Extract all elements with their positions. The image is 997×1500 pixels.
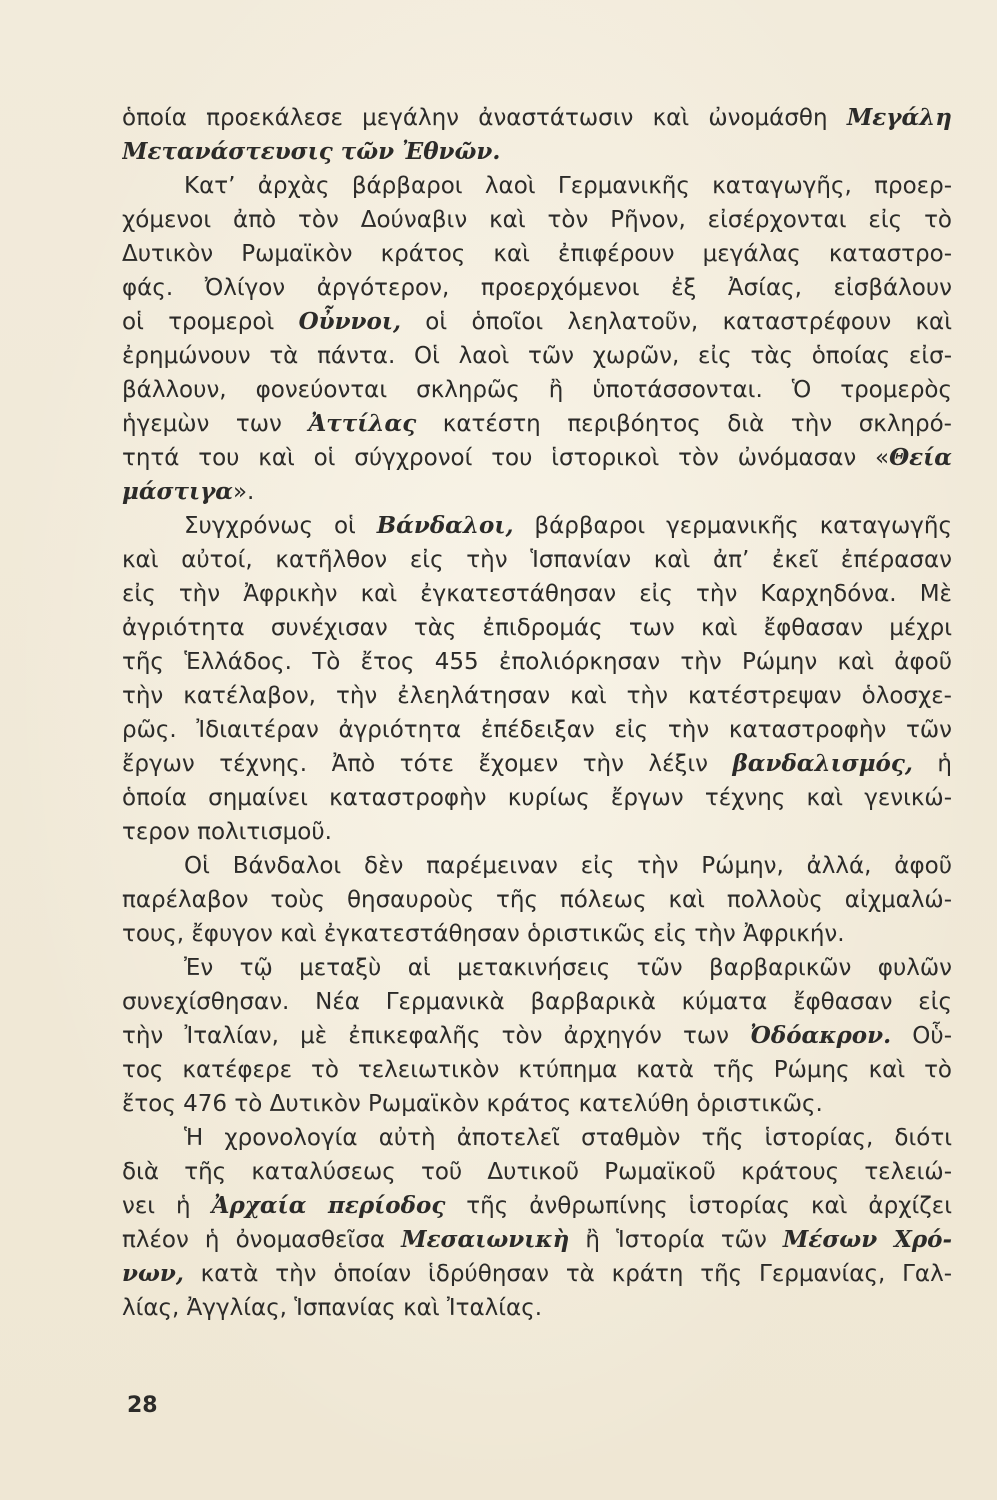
text-line	[122, 101, 952, 135]
text-line	[122, 169, 952, 203]
text-line	[122, 1257, 952, 1291]
text-line	[122, 815, 952, 849]
body-text	[122, 101, 952, 1325]
emphasized-text: Ὀδόακρον.	[750, 1022, 892, 1049]
paragraph	[122, 101, 952, 169]
text-span: κατὰ τὴν ὁποίαν ἱδρύθησαν τὰ κράτη τῆς Γερμανίας, Γαλ-	[183, 1261, 952, 1287]
text-span: καὶ αὐτοί, κατῆλθον εἰς τὴν Ἱσπανίαν καὶ ἀπ’ ἐκεῖ ἐπέρασαν	[122, 547, 952, 573]
paragraph	[122, 951, 952, 1121]
text-line	[122, 509, 952, 543]
text-line	[122, 951, 952, 985]
text-line	[122, 1189, 952, 1223]
text-line	[122, 305, 952, 339]
text-line	[122, 1053, 952, 1087]
text-span: ἢ Ἱστορία τῶν	[569, 1227, 783, 1253]
text-span: νει ἡ	[122, 1193, 212, 1219]
text-span: Ἡ χρονολογία αὐτὴ ἀποτελεῖ σταθμὸν τῆς ἱστορίας, διότι	[184, 1125, 952, 1151]
text-span: ἔτος 476 τὸ Δυτικὸν Ρωμαϊκὸν κράτος κατελύθη ὁριστικῶς.	[122, 1091, 823, 1117]
text-line	[122, 577, 952, 611]
text-line	[122, 407, 952, 441]
text-span: Συγχρόνως οἱ	[184, 513, 377, 539]
text-span: ἔργων τέχνης. Ἀπὸ τότε ἔχομεν τὴν λέξιν	[122, 751, 733, 777]
text-line	[122, 679, 952, 713]
text-span: Ἐν τῷ μεταξὺ αἱ μετακινήσεις τῶν βαρβαρικῶν φυλῶν	[184, 955, 952, 981]
text-line	[122, 611, 952, 645]
text-span: βάρβαροι γερμανικῆς καταγωγῆς	[513, 513, 952, 539]
text-span: ».	[232, 479, 255, 505]
text-line	[122, 1223, 952, 1257]
text-span: τερον πολιτισμοῦ.	[122, 819, 332, 845]
text-line	[122, 373, 952, 407]
emphasized-text: Οὖννοι,	[298, 308, 401, 335]
emphasized-text: Μεσαιωνικὴ	[401, 1226, 570, 1253]
emphasized-text: νων,	[122, 1260, 184, 1287]
text-span: Οἱ Βάνδαλοι δὲν παρέμειναν εἰς τὴν Ρώμην, ἀλλά, ἀφοῦ	[184, 853, 952, 879]
text-span: τῆς Ἑλλάδος. Τὸ ἔτος 455 ἐπολιόρκησαν τὴν Ρώμην καὶ ἀφοῦ	[122, 649, 952, 675]
text-line	[122, 543, 952, 577]
text-span: ἡ	[912, 751, 952, 777]
text-line	[122, 849, 952, 883]
text-span: ἐρημώνουν τὰ πάντα. Οἱ λαοὶ τῶν χωρῶν, εἰς τὰς ὁποίας εἰσ-	[122, 343, 952, 369]
text-span: ὁποία σημαίνει καταστροφὴν κυρίως ἔργων τέχνης καὶ γενικώ-	[122, 785, 952, 811]
text-span: τὴν κατέλαβον, τὴν ἐλεηλάτησαν καὶ τὴν κατέστρεψαν ὁλοσχε-	[122, 683, 952, 709]
text-span: ἡγεμὼν των	[122, 411, 309, 437]
text-span: ρῶς. Ἰδιαιτέραν ἀγριότητα ἐπέδειξαν εἰς τὴν καταστροφὴν τῶν	[122, 717, 952, 743]
text-span: τος κατέφερε τὸ τελειωτικὸν κτύπημα κατὰ τῆς Ρώμης καὶ τὸ	[122, 1057, 952, 1083]
text-span: διὰ τῆς καταλύσεως τοῦ Δυτικοῦ Ρωμαϊκοῦ κράτους τελειώ-	[122, 1159, 952, 1185]
text-span: τὴν Ἰταλίαν, μὲ ἐπικεφαλῆς τὸν ἀρχηγόν των	[122, 1023, 751, 1049]
paragraph	[122, 1121, 952, 1325]
emphasized-text: Θεία	[889, 444, 952, 471]
text-line	[122, 645, 952, 679]
emphasized-text: μάστιγα	[122, 478, 233, 505]
text-span: τῆς ἀνθρωπίνης ἱστορίας καὶ ἀρχίζει	[445, 1193, 952, 1219]
text-line	[122, 1019, 952, 1053]
emphasized-text: Βάνδαλοι,	[376, 512, 514, 539]
emphasized-text: Μέσων Χρό-	[782, 1226, 952, 1253]
text-line	[122, 271, 952, 305]
text-span: λίας, Ἀγγλίας, Ἱσπανίας καὶ Ἰταλίας.	[122, 1295, 543, 1321]
text-span: Κατ’ ἀρχὰς βάρβαροι λαοὶ Γερμανικῆς καταγωγῆς, προερ-	[184, 173, 952, 199]
text-line	[122, 475, 952, 509]
emphasized-text: Ἀρχαία περίοδος	[211, 1192, 446, 1219]
emphasized-text: Ἀττίλας	[308, 410, 417, 437]
page-number: 28	[127, 1393, 158, 1418]
text-span: ὁποία προεκάλεσε μεγάλην ἀναστάτωσιν καὶ ὠνομάσθη	[122, 105, 847, 131]
text-span: τητά του καὶ οἱ σύγχρονοί του ἱστορικοὶ τὸν ὠνόμασαν «	[122, 445, 890, 471]
text-line	[122, 985, 952, 1019]
text-span: Δυτικὸν Ρωμαϊκὸν κράτος καὶ ἐπιφέρουν μεγάλας καταστρο-	[122, 241, 952, 267]
text-line	[122, 1155, 952, 1189]
paragraph	[122, 169, 952, 509]
text-line	[122, 883, 952, 917]
text-line	[122, 781, 952, 815]
paragraph	[122, 509, 952, 849]
text-line	[122, 339, 952, 373]
emphasized-text: βανδαλισμός,	[732, 750, 913, 777]
text-line	[122, 1087, 952, 1121]
text-line	[122, 747, 952, 781]
text-span: βάλλουν, φονεύονται σκληρῶς ἢ ὑποτάσσονται. Ὁ τρομερὸς	[122, 377, 952, 403]
text-span: τους, ἔφυγον καὶ ἐγκατεστάθησαν ὁριστικῶς εἰς τὴν Ἀφρικήν.	[122, 921, 845, 947]
text-line	[122, 441, 952, 475]
text-line	[122, 135, 952, 169]
text-span: παρέλαβον τοὺς θησαυροὺς τῆς πόλεως καὶ πολλοὺς αἰχμαλώ-	[122, 887, 952, 913]
text-span: πλέον ἡ ὀνομασθεῖσα	[122, 1227, 402, 1253]
text-span: Οὗ-	[891, 1023, 952, 1049]
text-line	[122, 237, 952, 271]
text-line	[122, 203, 952, 237]
text-span: ἀγριότητα συνέχισαν τὰς ἐπιδρομάς των καὶ ἔφθασαν μέχρι	[122, 615, 952, 641]
text-span: χόμενοι ἀπὸ τὸν Δούναβιν καὶ τὸν Ρῆνον, εἰσέρχονται εἰς τὸ	[122, 207, 952, 233]
emphasized-text: Μετανάστευσις τῶν Ἐθνῶν.	[122, 138, 501, 165]
text-span: οἱ τρομεροὶ	[122, 309, 299, 335]
text-line	[122, 1121, 952, 1155]
text-span: οἱ ὁποῖοι λεηλατοῦν, καταστρέφουν καὶ	[400, 309, 952, 335]
text-span: φάς. Ὀλίγον ἀργότερον, προερχόμενοι ἐξ Ἀσίας, εἰσβάλουν	[122, 275, 952, 301]
text-span: συνεχίσθησαν. Νέα Γερμανικὰ βαρβαρικὰ κύματα ἔφθασαν εἰς	[122, 989, 952, 1015]
text-span: εἰς τὴν Ἀφρικὴν καὶ ἐγκατεστάθησαν εἰς τὴν Καρχηδόνα. Μὲ	[122, 581, 952, 607]
text-span: κατέστη περιβόητος διὰ τὴν σκληρό-	[416, 411, 952, 437]
emphasized-text: Μεγάλη	[846, 104, 952, 131]
text-line	[122, 713, 952, 747]
text-line	[122, 917, 952, 951]
text-line	[122, 1291, 952, 1325]
paragraph	[122, 849, 952, 951]
